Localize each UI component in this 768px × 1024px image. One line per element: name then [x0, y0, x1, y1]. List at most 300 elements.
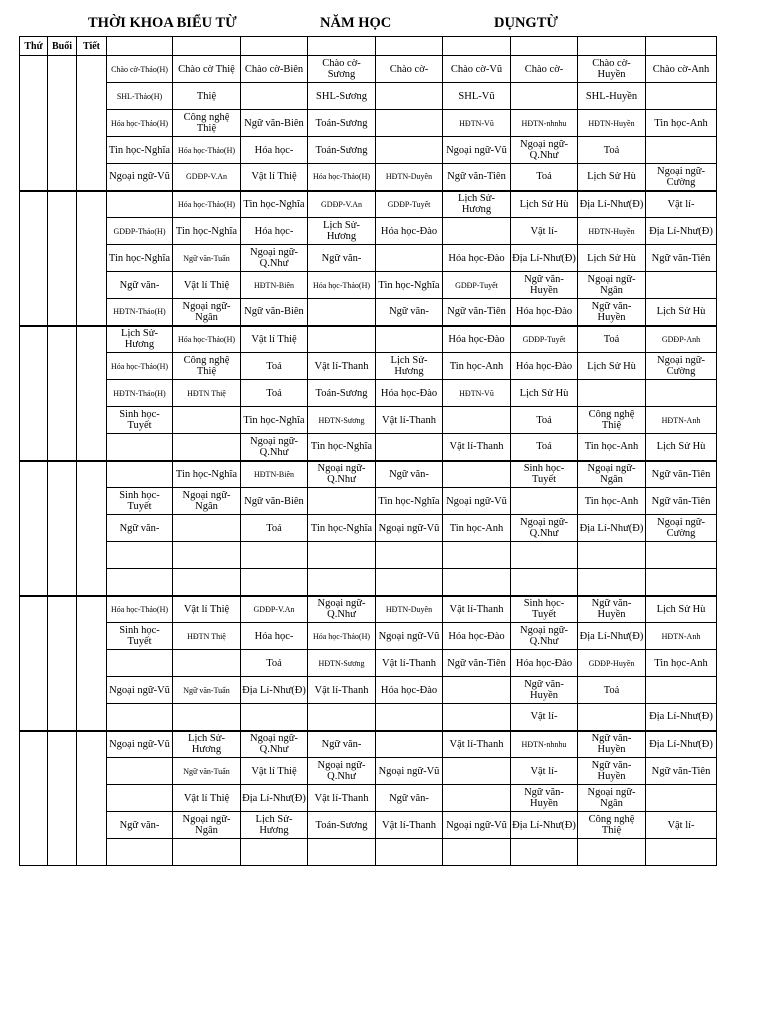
lesson-cell: Toả [241, 650, 308, 677]
lesson-cell: Ngữ văn- [107, 272, 173, 299]
column-header [376, 37, 443, 56]
lesson-cell [308, 326, 376, 353]
lesson-cell: Lịch Sử Hù [646, 596, 717, 623]
lesson-cell: Hóa học-Thảo(H) [173, 137, 241, 164]
period-cell [77, 731, 107, 866]
lesson-cell: HĐTN-Biên [241, 461, 308, 488]
column-header [443, 37, 511, 56]
lesson-cell: Thiệ [173, 83, 241, 110]
period-row [20, 758, 717, 785]
lesson-cell: GDĐP-V.An [308, 191, 376, 218]
lesson-cell [443, 677, 511, 704]
lesson-cell: HĐTN-Thảo(H) [107, 299, 173, 326]
lesson-cell [443, 407, 511, 434]
period-row [20, 407, 717, 434]
lesson-cell: Ngữ văn-Tuấn [173, 245, 241, 272]
lesson-cell [173, 407, 241, 434]
lesson-cell: Ngoại ngữ-Ngân [578, 785, 646, 812]
lesson-cell: Ngoại ngữ-Vũ [376, 623, 443, 650]
lesson-cell: HĐTN-Anh [646, 407, 717, 434]
period-row [20, 569, 717, 596]
period-row [20, 650, 717, 677]
lesson-cell: Tin học-Nghĩa [308, 434, 376, 461]
lesson-cell: Lịch Sử Hù [511, 191, 578, 218]
lesson-cell [173, 542, 241, 569]
lesson-cell: HĐTN-Thảo(H) [107, 380, 173, 407]
period-row [20, 191, 717, 218]
period-row [20, 704, 717, 731]
lesson-cell: Hóa học- [241, 623, 308, 650]
lesson-cell [646, 137, 717, 164]
day-cell [20, 596, 48, 731]
lesson-cell: Hóa học-Đào [376, 218, 443, 245]
column-header [107, 37, 173, 56]
lesson-cell: Ngữ văn-Biên [241, 488, 308, 515]
period-row [20, 623, 717, 650]
lesson-cell: Toán-Sương [308, 812, 376, 839]
lesson-cell: Ngoại ngữ-Vũ [107, 164, 173, 191]
lesson-cell: Toả [578, 137, 646, 164]
period-row [20, 272, 717, 299]
lesson-cell: Hóa học-Đào [511, 353, 578, 380]
lesson-cell [376, 245, 443, 272]
column-header [173, 37, 241, 56]
lesson-cell: Tin học-Anh [443, 515, 511, 542]
lesson-cell: Ngoại ngữ-Ngân [173, 488, 241, 515]
lesson-cell: HĐTN-Vũ [443, 380, 511, 407]
lesson-cell: Toả [511, 164, 578, 191]
lesson-cell: Lịch Sử Hù [578, 353, 646, 380]
lesson-cell [241, 542, 308, 569]
lesson-cell: Ngoại ngữ-Vũ [107, 731, 173, 758]
lesson-cell: Tin học-Nghĩa [308, 515, 376, 542]
lesson-cell: Toả [241, 380, 308, 407]
lesson-cell: Ngữ văn- [376, 785, 443, 812]
period-row [20, 596, 717, 623]
lesson-cell: Công nghệ Thiệ [173, 110, 241, 137]
lesson-cell: Hóa học-Đào [443, 245, 511, 272]
lesson-cell: Vật lí-Thanh [376, 812, 443, 839]
lesson-cell: Hóa học-Thảo(H) [308, 164, 376, 191]
lesson-cell [511, 839, 578, 866]
lesson-cell: Toán-Sương [308, 380, 376, 407]
lesson-cell: Ngữ văn- [107, 812, 173, 839]
lesson-cell [578, 704, 646, 731]
lesson-cell: HĐTN-Sương [308, 407, 376, 434]
lesson-cell: Địa Lí-Như(Đ) [511, 245, 578, 272]
lesson-cell: Công nghệ Thiệ [578, 812, 646, 839]
lesson-cell [646, 839, 717, 866]
lesson-cell: Chào cờ Thiệ [173, 56, 241, 83]
lesson-cell: Ngoại ngữ-Q.Như [308, 461, 376, 488]
lesson-cell: Ngoại ngữ-Vũ [376, 758, 443, 785]
lesson-cell: Ngữ văn- [308, 731, 376, 758]
lesson-cell: Ngoại ngữ-Cường [646, 164, 717, 191]
period-row [20, 326, 717, 353]
lesson-cell: HĐTN-Anh [646, 623, 717, 650]
lesson-cell: Sinh học-Tuyết [107, 623, 173, 650]
lesson-cell: Hóa học-Đào [511, 299, 578, 326]
lesson-cell: GDĐP-Tuyết [511, 326, 578, 353]
lesson-cell [241, 839, 308, 866]
lesson-cell: Ngoại ngữ-Q.Như [308, 758, 376, 785]
timetable [19, 36, 717, 866]
lesson-cell: Ngữ văn- [376, 461, 443, 488]
lesson-cell: HĐTN-Biên [241, 272, 308, 299]
lesson-cell: GDĐP-V.An [241, 596, 308, 623]
lesson-cell: Tin học-Nghĩa [173, 461, 241, 488]
lesson-cell: Vật lí- [511, 704, 578, 731]
lesson-cell [107, 461, 173, 488]
lesson-cell: GDĐP-Anh [646, 326, 717, 353]
lesson-cell: Vật lí- [511, 758, 578, 785]
lesson-cell: Hóa học-Đào [511, 650, 578, 677]
lesson-cell: SHL-Vũ [443, 83, 511, 110]
lesson-cell: Vật lí Thiệ [241, 326, 308, 353]
lesson-cell: Ngữ văn-Huyền [511, 677, 578, 704]
column-header [578, 37, 646, 56]
period-row [20, 542, 717, 569]
lesson-cell: Ngữ văn-Huyền [578, 596, 646, 623]
lesson-cell: GDĐP-Tuyết [376, 191, 443, 218]
lesson-cell: Ngoại ngữ-Vũ [443, 488, 511, 515]
lesson-cell: Ngữ văn-Tiên [646, 758, 717, 785]
lesson-cell: Địa Lí-Như(Đ) [578, 515, 646, 542]
period-row [20, 488, 717, 515]
lesson-cell [107, 785, 173, 812]
lesson-cell: Vật lí-Thanh [443, 731, 511, 758]
lesson-cell: Ngữ văn-Tiên [443, 164, 511, 191]
lesson-cell: Vật lí-Thanh [308, 353, 376, 380]
lesson-cell: Công nghệ Thiệ [578, 407, 646, 434]
lesson-cell: HĐTN-nhnhu [511, 110, 578, 137]
lesson-cell: Ngữ văn- [376, 299, 443, 326]
lesson-cell: Ngoại ngữ-Vũ [107, 677, 173, 704]
lesson-cell: Hóa học-Đào [443, 326, 511, 353]
column-header [308, 37, 376, 56]
lesson-cell: Hóa học-Thảo(H) [107, 110, 173, 137]
session-cell [48, 56, 77, 191]
lesson-cell: Tin học-Anh [578, 434, 646, 461]
period-row [20, 434, 717, 461]
applied-from-label: DỤNGTỪ [494, 15, 558, 31]
lesson-cell: Địa Lí-Như(Đ) [578, 191, 646, 218]
lesson-cell [511, 542, 578, 569]
lesson-cell: Tin học-Nghĩa [107, 245, 173, 272]
lesson-cell [511, 569, 578, 596]
lesson-cell: Toán-Sương [308, 110, 376, 137]
lesson-cell: Vật lí- [646, 812, 717, 839]
title-row [0, 15, 768, 35]
lesson-cell [107, 569, 173, 596]
column-header [241, 37, 308, 56]
lesson-cell [107, 839, 173, 866]
lesson-cell: Ngữ văn-Tuấn [173, 758, 241, 785]
session-cell [48, 191, 77, 326]
period-row [20, 461, 717, 488]
lesson-cell: HĐTN-Duyên [376, 164, 443, 191]
school-year-label: NĂM HỌC [320, 15, 392, 31]
lesson-cell [376, 137, 443, 164]
lesson-cell: Toả [511, 407, 578, 434]
lesson-cell [308, 569, 376, 596]
lesson-cell: Lịch Sử-Hương [241, 812, 308, 839]
lesson-cell [107, 704, 173, 731]
period-row [20, 299, 717, 326]
period-row [20, 677, 717, 704]
lesson-cell [376, 434, 443, 461]
lesson-cell [646, 83, 717, 110]
session-cell [48, 461, 77, 596]
lesson-cell: Hóa học-Thảo(H) [173, 191, 241, 218]
lesson-cell [107, 191, 173, 218]
period-row [20, 380, 717, 407]
lesson-cell [241, 83, 308, 110]
lesson-cell: Ngữ văn-Huyền [578, 758, 646, 785]
lesson-cell: Ngữ văn-Huyền [511, 272, 578, 299]
column-header: Thứ [20, 37, 48, 56]
period-row [20, 839, 717, 866]
lesson-cell: Vật lí-Thanh [443, 596, 511, 623]
lesson-cell: Ngoại ngữ-Cường [646, 515, 717, 542]
day-cell [20, 731, 48, 866]
lesson-cell [443, 839, 511, 866]
lesson-cell: Ngoại ngữ-Q.Như [241, 245, 308, 272]
lesson-cell: HĐTN-Sương [308, 650, 376, 677]
period-cell [77, 461, 107, 596]
lesson-cell: Ngữ văn-Tiên [443, 299, 511, 326]
lesson-cell: Vật lí Thiệ [241, 758, 308, 785]
day-cell [20, 191, 48, 326]
lesson-cell: Hóa học-Đào [376, 380, 443, 407]
lesson-cell: HĐTN-Huyền [578, 110, 646, 137]
lesson-cell [376, 110, 443, 137]
lesson-cell: Hóa học-Thảo(H) [308, 623, 376, 650]
lesson-cell: Lịch Sử Hù [646, 299, 717, 326]
lesson-cell [241, 704, 308, 731]
lesson-cell: Tin học-Anh [646, 650, 717, 677]
lesson-cell: Địa Lí-Như(Đ) [241, 785, 308, 812]
lesson-cell [308, 488, 376, 515]
lesson-cell: Hóa học-Thảo(H) [107, 353, 173, 380]
lesson-cell: Lịch Sử-Hương [107, 326, 173, 353]
lesson-cell [646, 272, 717, 299]
lesson-cell: Hóa học-Thảo(H) [173, 326, 241, 353]
lesson-cell: Ngoại ngữ-Ngân [173, 812, 241, 839]
lesson-cell: HĐTN-Duyên [376, 596, 443, 623]
lesson-cell: Vật lí-Thanh [376, 650, 443, 677]
period-row [20, 731, 717, 758]
lesson-cell: Hóa học-Đào [376, 677, 443, 704]
lesson-cell [443, 758, 511, 785]
lesson-cell: Hóa học-Thảo(H) [308, 272, 376, 299]
lesson-cell [646, 380, 717, 407]
lesson-cell: Tin học-Anh [646, 110, 717, 137]
lesson-cell [578, 380, 646, 407]
lesson-cell: Tin học-Nghĩa [376, 272, 443, 299]
lesson-cell: Ngữ văn-Huyền [578, 299, 646, 326]
period-cell [77, 56, 107, 191]
lesson-cell [376, 569, 443, 596]
lesson-cell: Sinh học-Tuyết [107, 407, 173, 434]
lesson-cell [173, 704, 241, 731]
period-row [20, 218, 717, 245]
lesson-cell: Ngoại ngữ-Cường [646, 353, 717, 380]
lesson-cell: GDĐP-V.An [173, 164, 241, 191]
lesson-cell: Ngoại ngữ-Vũ [376, 515, 443, 542]
lesson-cell: Lịch Sử Hù [578, 245, 646, 272]
lesson-cell: Ngữ văn-Tiên [646, 488, 717, 515]
lesson-cell: Tin học-Nghĩa [241, 191, 308, 218]
lesson-cell [578, 569, 646, 596]
lesson-cell: GDĐP-Huyền [578, 650, 646, 677]
lesson-cell: Chào cờ-Vũ [443, 56, 511, 83]
day-cell [20, 326, 48, 461]
lesson-cell: Hóa học- [241, 137, 308, 164]
lesson-cell: Vật lí-Thanh [308, 785, 376, 812]
lesson-cell: SHL-Huyền [578, 83, 646, 110]
lesson-cell: Ngoại ngữ-Q.Như [241, 731, 308, 758]
lesson-cell: Lịch Sử Hù [578, 164, 646, 191]
lesson-cell: Ngữ văn- [308, 245, 376, 272]
lesson-cell: Ngữ văn-Biên [241, 299, 308, 326]
period-row [20, 137, 717, 164]
lesson-cell: Hóa học-Thảo(H) [107, 596, 173, 623]
lesson-cell [376, 326, 443, 353]
lesson-cell [308, 299, 376, 326]
lesson-cell: Chào cờ-Sương [308, 56, 376, 83]
lesson-cell: HĐTN Thiệ [173, 380, 241, 407]
lesson-cell: HĐTN-Huyền [578, 218, 646, 245]
lesson-cell [376, 731, 443, 758]
lesson-cell: Lịch Sử-Hương [173, 731, 241, 758]
day-cell [20, 461, 48, 596]
lesson-cell: Chào cờ-Huyền [578, 56, 646, 83]
lesson-cell: Lịch Sử-Hương [443, 191, 511, 218]
lesson-cell [173, 650, 241, 677]
column-header [646, 37, 717, 56]
lesson-cell: Toả [578, 326, 646, 353]
lesson-cell: Chào cờ-Biên [241, 56, 308, 83]
column-header: Tiết [77, 37, 107, 56]
lesson-cell: Toả [578, 677, 646, 704]
lesson-cell [511, 488, 578, 515]
lesson-cell: Ngoại ngữ-Q.Như [511, 137, 578, 164]
lesson-cell [443, 218, 511, 245]
lesson-cell: Toán-Sương [308, 137, 376, 164]
lesson-cell [173, 569, 241, 596]
lesson-cell: Địa Lí-Như(Đ) [646, 218, 717, 245]
lesson-cell: Địa Lí-Như(Đ) [646, 731, 717, 758]
lesson-cell [578, 839, 646, 866]
lesson-cell: Vật lí Thiệ [173, 785, 241, 812]
lesson-cell: Chào cờ- [511, 56, 578, 83]
session-cell [48, 731, 77, 866]
lesson-cell: Hóa học-Đào [443, 623, 511, 650]
lesson-cell: Sinh học-Tuyết [511, 596, 578, 623]
lesson-cell: GDĐP-Thảo(H) [107, 218, 173, 245]
lesson-cell: Ngoại ngữ-Ngân [578, 461, 646, 488]
lesson-cell: Ngữ văn- [107, 515, 173, 542]
lesson-cell [308, 542, 376, 569]
lesson-cell: Vật lí Thiệ [173, 596, 241, 623]
lesson-cell [107, 542, 173, 569]
period-row [20, 353, 717, 380]
lesson-cell: Lịch Sử-Hương [376, 353, 443, 380]
lesson-cell: Ngoại ngữ-Vũ [443, 812, 511, 839]
session-cell [48, 326, 77, 461]
lesson-cell: Tin học-Anh [443, 353, 511, 380]
lesson-cell: Vật lí Thiệ [173, 272, 241, 299]
lesson-cell: Ngữ văn-Tiên [646, 245, 717, 272]
lesson-cell [376, 542, 443, 569]
period-cell [77, 596, 107, 731]
lesson-cell: Ngữ văn-Tiên [443, 650, 511, 677]
lesson-cell [443, 704, 511, 731]
lesson-cell: Vật lí Thiệ [241, 164, 308, 191]
lesson-cell: Ngữ văn-Tiên [646, 461, 717, 488]
lesson-cell: GDĐP-Tuyết [443, 272, 511, 299]
lesson-cell [443, 461, 511, 488]
lesson-cell: Sinh học-Tuyết [511, 461, 578, 488]
lesson-cell: Địa Lí-Như(Đ) [241, 677, 308, 704]
period-row [20, 785, 717, 812]
lesson-cell [173, 434, 241, 461]
lesson-cell: Lịch Sử-Hương [308, 218, 376, 245]
lesson-cell: Tin học-Nghĩa [376, 488, 443, 515]
period-row [20, 83, 717, 110]
day-cell [20, 56, 48, 191]
lesson-cell: Địa Lí-Như(Đ) [646, 704, 717, 731]
period-row [20, 110, 717, 137]
lesson-cell [376, 83, 443, 110]
lesson-cell [646, 569, 717, 596]
lesson-cell: SHL-Sương [308, 83, 376, 110]
lesson-cell: Ngoại ngữ-Ngân [173, 299, 241, 326]
lesson-cell [107, 758, 173, 785]
timetable-title: THỜI KHOA BIỂU TỪ [88, 15, 237, 31]
lesson-cell: Vật lí-Thanh [308, 677, 376, 704]
lesson-cell: Tin học-Nghĩa [107, 137, 173, 164]
lesson-cell: Tin học-Anh [578, 488, 646, 515]
lesson-cell: Lịch Sử Hù [646, 434, 717, 461]
lesson-cell [646, 542, 717, 569]
lesson-cell [308, 839, 376, 866]
column-header: Buổi [48, 37, 77, 56]
lesson-cell: Vật lí- [646, 191, 717, 218]
lesson-cell: SHL-Thảo(H) [107, 83, 173, 110]
lesson-cell: HĐTN Thiệ [173, 623, 241, 650]
lesson-cell: Vật lí-Thanh [376, 407, 443, 434]
lesson-cell: Vật lí-Thanh [443, 434, 511, 461]
lesson-cell: Địa Lí-Như(Đ) [511, 812, 578, 839]
lesson-cell: Hóa học- [241, 218, 308, 245]
lesson-cell: Ngoại ngữ-Vũ [443, 137, 511, 164]
lesson-cell: Ngữ văn-Huyền [511, 785, 578, 812]
lesson-cell: Toả [511, 434, 578, 461]
lesson-cell: Ngoại ngữ-Q.Như [241, 434, 308, 461]
lesson-cell: Chào cờ-Anh [646, 56, 717, 83]
lesson-cell [511, 83, 578, 110]
lesson-cell: Công nghệ Thiệ [173, 353, 241, 380]
period-cell [77, 326, 107, 461]
period-row [20, 245, 717, 272]
lesson-cell: Sinh học-Tuyết [107, 488, 173, 515]
column-header [511, 37, 578, 56]
header-row [20, 37, 717, 56]
timetable-body [20, 56, 717, 866]
lesson-cell [376, 704, 443, 731]
